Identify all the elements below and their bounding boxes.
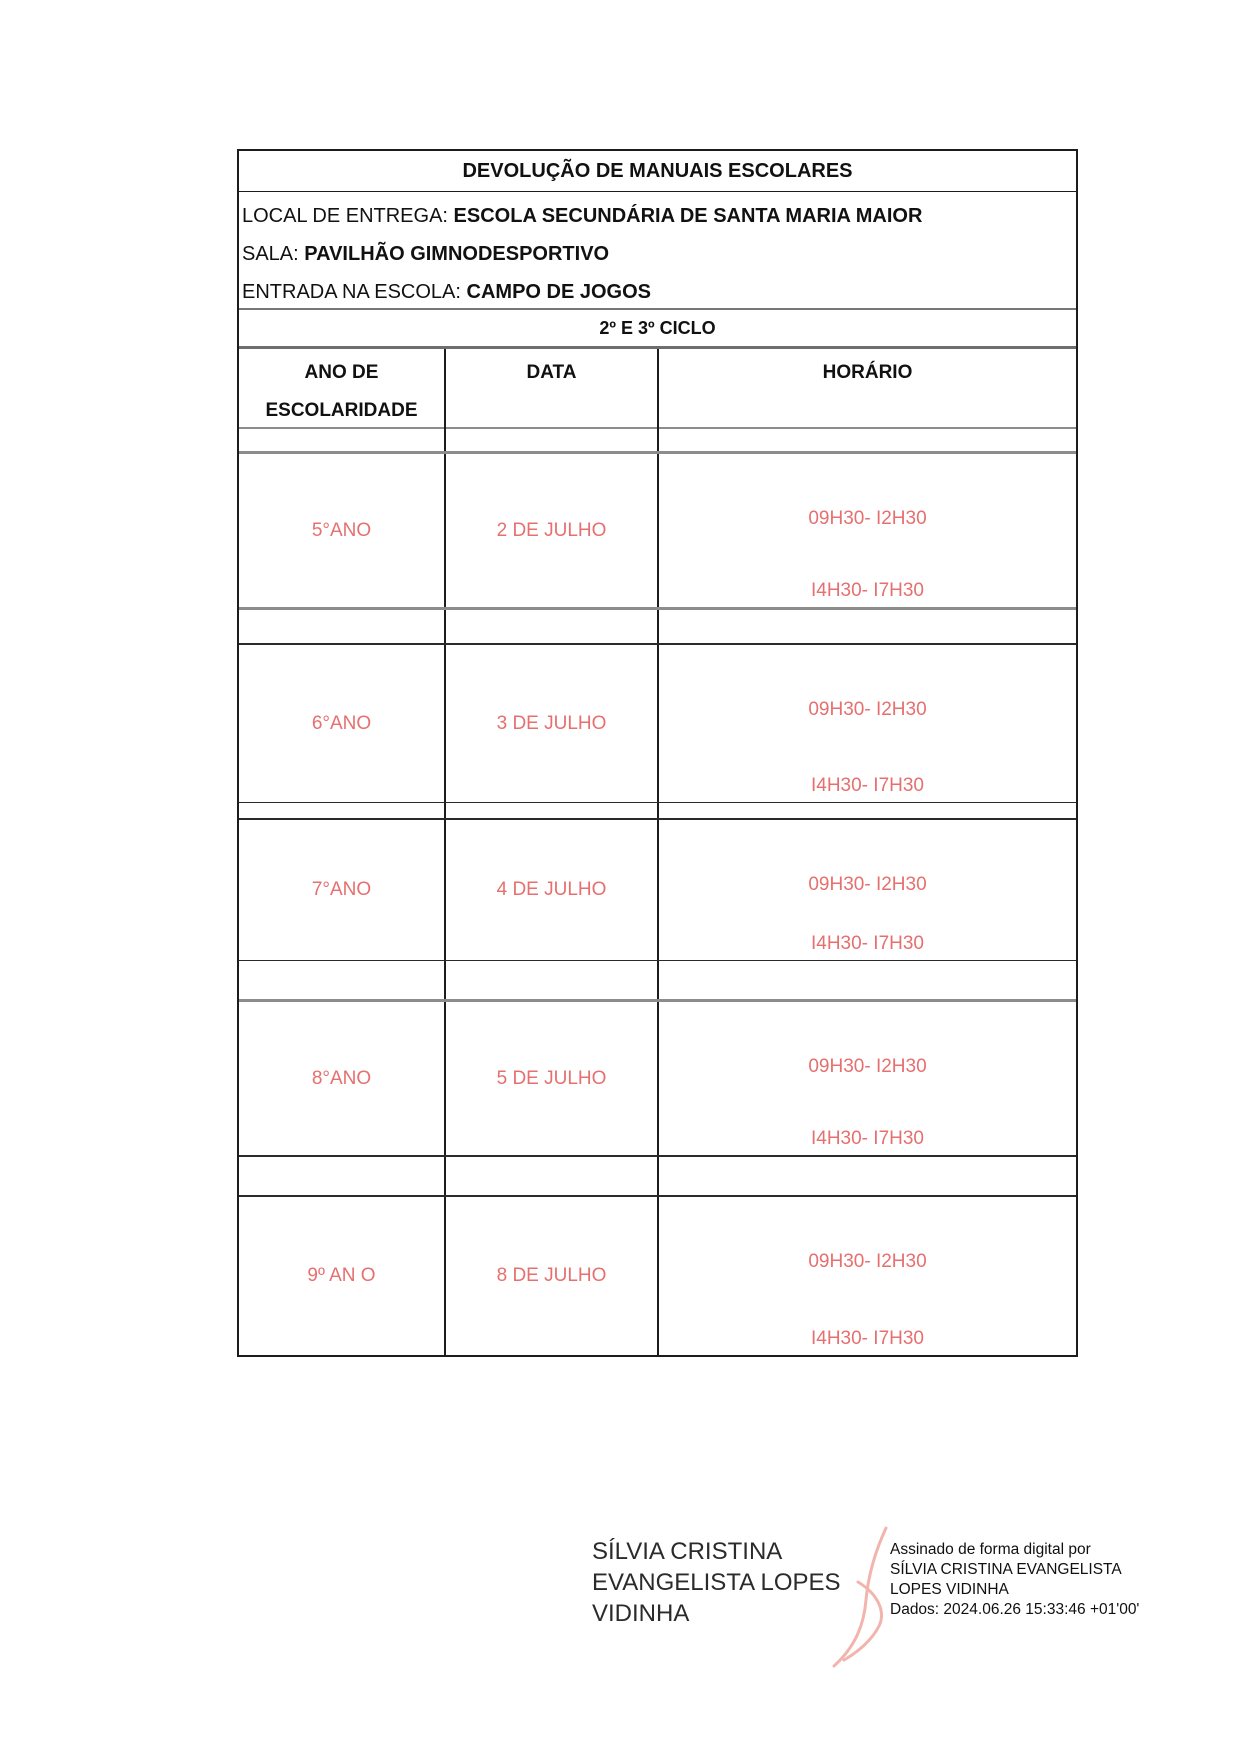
table-row (239, 454, 1076, 607)
schedule-table (237, 149, 1078, 1357)
data-cell: 8 DE JULHO (444, 1197, 657, 1355)
table-row (239, 1002, 1076, 1155)
ano-cell: 7°ANO (311, 879, 372, 900)
horario-cell (657, 1002, 1076, 1155)
info-value: ESCOLA SECUNDÁRIA DE SANTA MARIA MAIOR (453, 205, 923, 227)
data-cell: 5 DE JULHO (444, 1002, 657, 1155)
horario-tarde: I4H30- I7H30 (810, 933, 924, 954)
horario-manha: 09H30- I2H30 (808, 1056, 927, 1077)
column-headers (239, 349, 1076, 427)
info-value: CAMPO DE JOGOS (466, 281, 651, 303)
horario-tarde: I4H30- I7H30 (810, 1328, 924, 1349)
digital-signature-block (592, 1536, 1240, 1706)
info-label: LOCAL DE ENTREGA: (242, 205, 454, 227)
horario-cell (657, 820, 1076, 960)
info-line-sala (242, 235, 1076, 273)
info-block (239, 192, 1076, 310)
table-row (239, 1197, 1076, 1355)
horario-manha: 09H30- I2H30 (808, 1251, 927, 1272)
table-title: DEVOLUÇÃO DE MANUAIS ESCOLARES (239, 151, 1076, 192)
info-line-local (242, 197, 1076, 235)
separator-row (239, 802, 1076, 820)
horario-cell (657, 1197, 1076, 1355)
info-label: ENTRADA NA ESCOLA: (242, 281, 467, 303)
horario-manha: 09H30- I2H30 (808, 699, 927, 720)
separator-row (239, 607, 1076, 645)
separator-row (239, 1155, 1076, 1197)
info-label: SALA: (242, 243, 305, 265)
signature-details: Assinado de forma digital por SÍLVIA CRISTINA EVANGELISTA LOPES VIDINHA Dados: 2024.06.26 15:33:46 +01'00' (890, 1541, 1140, 1618)
column-header-horario: HORÁRIO (657, 349, 1076, 430)
column-header-ano: ANO DE ESCOLARIDADE (265, 362, 418, 421)
horario-manha: 09H30- I2H30 (808, 874, 927, 895)
table-row (239, 645, 1076, 802)
horario-manha: 09H30- I2H30 (808, 508, 927, 529)
horario-cell (657, 645, 1076, 802)
column-header-data: DATA (444, 349, 657, 430)
separator-row (239, 427, 1076, 454)
horario-tarde: I4H30- I7H30 (810, 580, 924, 601)
signature-name: SÍLVIA CRISTINA EVANGELISTA LOPES VIDINHA (592, 1538, 841, 1627)
ano-cell: 5°ANO (311, 519, 372, 541)
table-body (239, 427, 1076, 1355)
data-cell: 2 DE JULHO (444, 454, 657, 607)
horario-tarde: I4H30- I7H30 (810, 775, 924, 796)
info-line-entrada (242, 273, 1076, 311)
data-cell: 3 DE JULHO (444, 645, 657, 802)
data-cell: 4 DE JULHO (444, 820, 657, 960)
table-row (239, 820, 1076, 960)
horario-cell (657, 454, 1076, 607)
ano-cell: 8°ANO (311, 1067, 372, 1089)
section-header: 2º E 3º CICLO (239, 310, 1076, 349)
info-value: PAVILHÃO GIMNODESPORTIVO (304, 243, 610, 265)
separator-row (239, 960, 1076, 1002)
ano-cell: 9º AN O (307, 1265, 376, 1286)
ano-cell: 6°ANO (311, 712, 372, 734)
horario-tarde: I4H30- I7H30 (810, 1128, 924, 1149)
